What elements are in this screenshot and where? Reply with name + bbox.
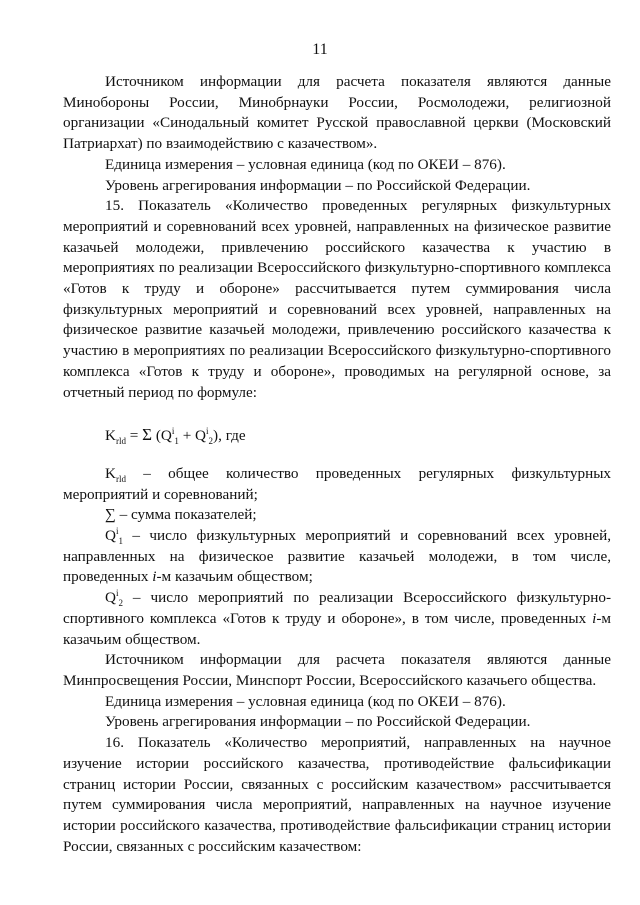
sigma-symbol: Σ: [142, 425, 153, 445]
spacer: [63, 447, 611, 464]
formula-q2-sup: i: [206, 426, 209, 437]
paragraph-unit-1: Единица измерения – условная единица (код по ОКЕИ – 876).: [105, 155, 506, 173]
def-q1-sub: 1: [118, 536, 123, 547]
def-q2-text: – число мероприятий по реализации Всероссийского физкультурно-спортивного комплекса «Готов к труду и обороне», в том числе, проведенных: [63, 589, 611, 627]
definition-krld: [63, 464, 611, 505]
def-q2-index: i: [592, 609, 597, 627]
def-q1-text: – число физкультурных мероприятий и соревнований всех уровней, направленных на физическое развитие казачьей молодежи, в том числе, проведенных: [63, 527, 611, 586]
definition-q1: [63, 526, 611, 588]
paragraph-aggregation-2: Уровень агрегирования информации – по Российской Федерации.: [105, 713, 531, 731]
formula-k: K: [105, 427, 116, 445]
formula-open: (Q: [152, 427, 172, 445]
paragraph-info-source-1: Источником информации для расчета показателя являются данные Минобороны России, Минобрнауки России, Росмолодежи, религиозной организации «Синодальный комитет Русской православной церкви (Московский Патриархат) по взаимодействию с казачеством».: [63, 73, 611, 153]
formula-q1-sup: i: [171, 426, 175, 437]
formula-q1-sub: 1: [174, 436, 179, 447]
def-k-sub: rld: [115, 473, 126, 484]
def-q2-sup: i: [115, 588, 119, 599]
page-number: 11: [312, 41, 328, 58]
def-q2-text-end: -м казачьим обществом.: [63, 609, 611, 648]
definition-sum: ∑ – сумма показателей;: [105, 506, 257, 524]
definition-q2: [63, 588, 611, 650]
paragraph-indicator-15: 15. Показатель «Количество проведенных регулярных физкультурных мероприятий и соревнований всех уровней, направленных на физическое развитие казачьей молодежи, привлечению российского казачества к участию в мероприятиях по реализации Всероссийского физкультурно-спортивного комплекса «Готов к труду и обороне» рассчитывается путем суммирования числа физкультурных мероприятий и соревнований всех уровней, направленных на физическое развитие казачьей молодежи, привлечению российского казачества к участию в мероприятиях по реализации Всероссийского физкультурно-спортивного комплекса «Готов к труду и обороне», проводимых на регулярной основе, за отчетный период по формуле:: [63, 197, 611, 401]
formula-k-sub: rld: [115, 436, 126, 447]
def-k-text: – общее количество проведенных регулярных физкультурных мероприятий и соревнований;: [63, 464, 611, 503]
formula-tail: ), где: [213, 427, 246, 445]
def-q1-index: i: [152, 568, 157, 586]
def-q2-symbol: Q: [105, 589, 116, 607]
def-q1-sup: i: [115, 526, 119, 536]
formula-eq: =: [125, 427, 143, 445]
def-q1-symbol: Q: [105, 527, 116, 545]
formula-q2-sub: 2: [208, 436, 214, 447]
paragraph-aggregation-1: Уровень агрегирования информации – по Российской Федерации.: [105, 176, 531, 194]
def-q2-sub: 2: [118, 598, 123, 609]
def-k-symbol: K: [105, 464, 116, 482]
paragraph-info-source-2: Источником информации для расчета показателя являются данные Минпросвещения России, Минспорт России, Всероссийского казачьего общества.: [63, 651, 611, 689]
formula-krld: [63, 425, 611, 447]
def-q1-text-end: -м казачьим обществом;: [156, 568, 313, 586]
paragraph-indicator-16: 16. Показатель «Количество мероприятий, направленных на научное изучение истории российского казачества, противодействие фальсификации страниц истории России, связанных с российским казачеством» рассчитывается путем суммирования числа мероприятий, направленных на научное изучение истории российского казачества, противодействие фальсификации страниц истории России, связанных с российским казачеством:: [63, 734, 611, 855]
spacer: [63, 403, 611, 425]
paragraph-unit-2: Единица измерения – условная единица (код по ОКЕИ – 876).: [105, 692, 506, 710]
page-body: [63, 72, 611, 857]
formula-plus: + Q: [178, 427, 207, 445]
